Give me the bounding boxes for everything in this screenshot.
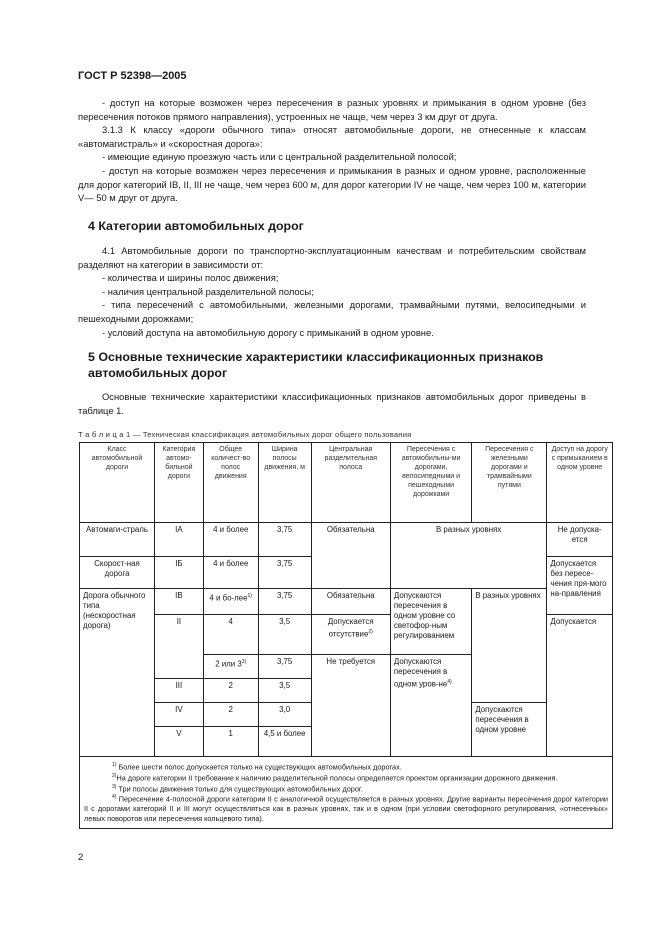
- table-header-row: [80, 443, 613, 523]
- footnote-mark: 2): [368, 629, 373, 635]
- lanes-cell: 2: [203, 679, 258, 703]
- width-cell: 3,5: [258, 679, 311, 703]
- lanes-cell: 4 и более: [203, 557, 258, 589]
- paragraph: - доступ на которые возможен через пересечения и примыкания в разных и одном уровне, расположенные для дорог категорий IB, II, III не чаще, чем через 600 м, для дорог категории IV не чаще, чем через 100 м, категории V— 50 м друг от друга.: [78, 164, 586, 204]
- classification-table: [79, 442, 613, 829]
- paragraph: Основные технические характеристики классификационных признаков автомобильных дорог приведены в таблице 1.: [78, 391, 586, 416]
- class-cell: Автомаги-страль: [80, 523, 155, 557]
- header-category: Категория автомо-бильной дороги: [155, 443, 204, 523]
- paragraph: - имеющие единую проезжую часть или с центральной разделительной полосой;: [102, 151, 457, 163]
- paragraph: 4.1 Автомобильные дороги по транспортно-эксплуатационным качествам и потребительским свойствам разделяют на категории в зависимости от:: [78, 245, 586, 270]
- paragraph: 3.1.3 К классу «дороги обычного типа» относят автомобильные дороги, не отнесенные к классам «автомагистраль» и «скоростная дорога»:: [78, 124, 586, 149]
- access-cell: Не допуска-ется: [547, 523, 613, 557]
- footnotes-cell: [80, 757, 613, 829]
- median-cell: [311, 615, 390, 655]
- lanes-cell: 4 и более: [203, 523, 258, 557]
- cross-rail-cell: Допускаются пересечения в одном уровне: [472, 703, 547, 757]
- category-cell: III: [155, 679, 204, 703]
- median-value: Допускается отсутствие: [327, 617, 374, 639]
- header-median: Центральная разделительная полоса: [311, 443, 390, 523]
- footnote: $^{3)}$ Три полосы движения только для существующих автомобильных дорог.: [112, 783, 363, 794]
- footnote-mark: 3): [241, 659, 247, 665]
- width-cell: 4,5 и более: [258, 727, 311, 757]
- category-cell: IB: [155, 589, 204, 615]
- lanes-cell: 4: [203, 615, 258, 655]
- footnote: $^{1)}$ Более шести полос допускается только на существующих автомобильных дорогах.: [112, 762, 402, 772]
- footnote-mark: 4): [447, 679, 452, 685]
- lanes-value: 4 и бо-лее: [209, 593, 248, 603]
- table-row: [80, 589, 613, 615]
- cross-auto-cell: Допускаются пересечения в одном уровне со светофор-ным регулированием: [390, 589, 471, 655]
- lanes-cell: [203, 655, 258, 679]
- access-cell: Допускается без пересе-чения пря-мого на-правления: [547, 557, 613, 615]
- paragraph: - количества и ширины полос движения;: [102, 272, 279, 284]
- table-caption: Т а б л и ц а 1 — Техническая классификация автомобильных дорог общего пользования: [78, 430, 412, 439]
- header-class: Класс автомобильной дороги: [80, 443, 155, 523]
- header-cross-auto: Пересечения с автомобильны-ми дорогами, велосипедными и пешеходными дорожками: [390, 443, 471, 523]
- category-cell: II: [155, 615, 204, 679]
- paragraph: - доступ на которые возможен через пересечения в разных уровнях и примыкания в одном уровне (без пересечения потоков прямого направления), устроенных не чаще, чем через 3 км друг от друга.: [78, 97, 586, 122]
- width-cell: 3,5: [258, 615, 311, 655]
- header-lanes: Общее количест-во полос движения: [203, 443, 258, 523]
- width-cell: 3,75: [258, 589, 311, 615]
- width-cell: 3,75: [258, 557, 311, 589]
- cross-rail-cell: В разных уровнях: [472, 589, 547, 703]
- paragraph: - условий доступа на автомобильную дорогу с примыканий в одном уровне.: [102, 326, 434, 338]
- median-cell: Обязательна: [311, 523, 390, 589]
- class-cell: Скорост-ная дорога: [80, 557, 155, 589]
- lanes-value: 2 или 3: [215, 659, 242, 669]
- median-cell: Обязательна: [311, 589, 390, 615]
- table-row: [80, 523, 613, 557]
- paragraph: - наличия центральной разделительной полосы;: [102, 285, 314, 297]
- paragraph: - типа пересечений с автомобильными, железными дорогами, трамвайными путями, велосипедными и пешеходными дорожками;: [78, 299, 586, 324]
- section-4-title: 4 Категории автомобильных дорог: [88, 219, 304, 233]
- footnote-mark: 1): [247, 593, 252, 599]
- category-cell: V: [155, 727, 204, 757]
- lanes-cell: [203, 589, 258, 615]
- lanes-cell: 1: [203, 727, 258, 757]
- section-5-body: [78, 390, 586, 417]
- width-cell: 3,75: [258, 655, 311, 679]
- section-5-title: 5 Основные технические характеристики классификационных признаков автомобильных дорог: [88, 350, 544, 380]
- header-width: Ширина полосы движения, м: [258, 443, 311, 523]
- intro-block: [78, 96, 586, 205]
- width-cell: 3,75: [258, 523, 311, 557]
- header-access: Доступ на дорогу с примыканием в одном уровне: [547, 443, 613, 523]
- access-cell: Допускается: [547, 615, 613, 757]
- category-cell: IБ: [155, 557, 204, 589]
- footnote: $^{2)}$На дороге категории II требование к наличию разделительной полосы определяется проектом организации дорожного движения.: [112, 772, 558, 783]
- header-cross-rail: Пересечения с железными дорогами и трамвайными путями: [472, 443, 547, 523]
- lanes-cell: 2: [203, 703, 258, 727]
- median-cell: Не требуется: [311, 655, 390, 757]
- width-cell: 3,0: [258, 703, 311, 727]
- category-cell: IA: [155, 523, 204, 557]
- class-cell: Дорога обычного типа (нескоростная дорога): [80, 589, 155, 757]
- category-cell: IV: [155, 703, 204, 727]
- cross-auto-cell: [390, 655, 471, 757]
- cross-auto-value: Допускаются пересечения в одном уров-не: [393, 657, 448, 689]
- page-number: 2: [78, 852, 84, 863]
- section-4-body: [78, 244, 586, 339]
- footnote: $^{4)}$ Пересечение 4-полосной дороги категории II с аналогичной осуществляется в разных уровнях. Другие варианты пересечения дорог категории II с дорогами категорий II и III могут осуществляться как в разных уровнях, так и в одном (при условии светофорного регулирования, «отнесенных» левых поворотов или пересечения кольцевого типа).: [84, 794, 608, 823]
- cross-diff-levels-cell: В разных уровнях: [390, 523, 547, 589]
- table-footnotes-row: [80, 757, 613, 829]
- document-header: ГОСТ Р 52398—2005: [78, 70, 187, 82]
